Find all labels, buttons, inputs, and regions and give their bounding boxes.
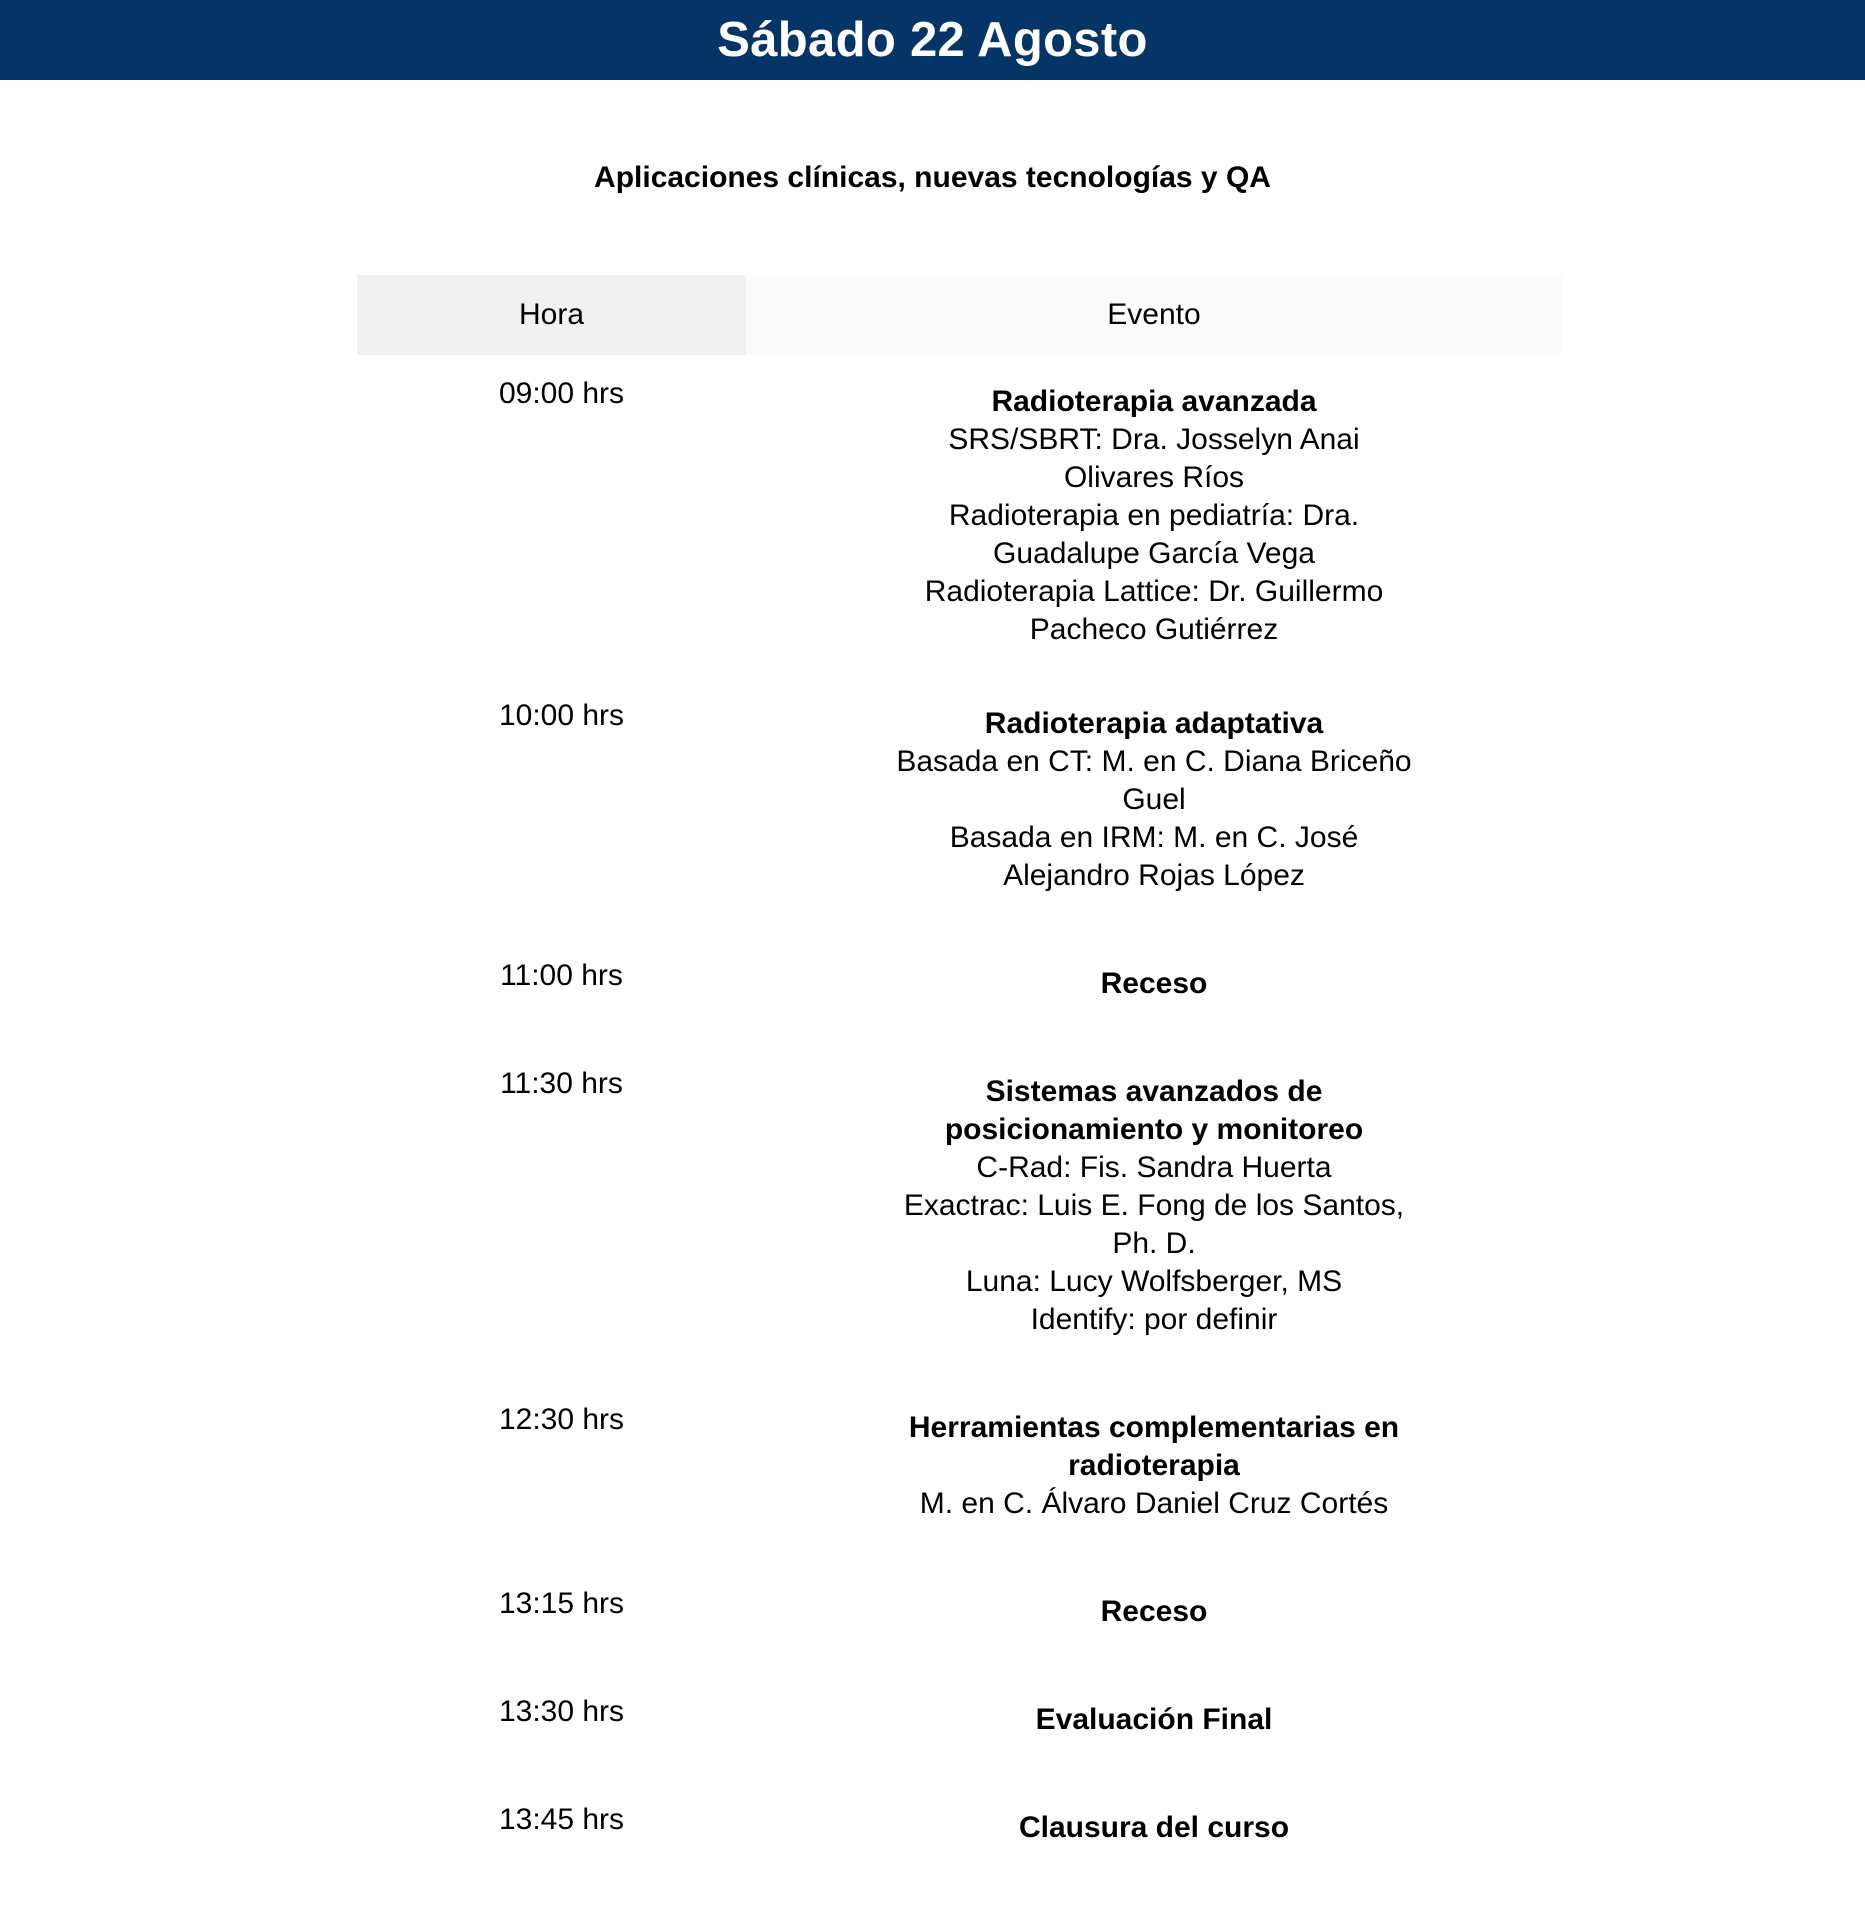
event-detail: Identify: por definir	[1030, 1303, 1278, 1336]
row-time: 13:15 hrs	[498, 1587, 625, 1620]
row-event	[746, 1693, 1562, 1801]
event-detail: SRS/SBRT: Dra. Josselyn Anai Olivares Ríos	[948, 423, 1360, 494]
table-row	[357, 1693, 1562, 1801]
event-title: Receso	[1100, 967, 1208, 1000]
row-event	[746, 957, 1562, 1065]
row-event	[746, 1801, 1562, 1901]
row-event	[746, 375, 1562, 697]
table-row	[357, 375, 1562, 697]
row-time: 09:00 hrs	[498, 377, 625, 410]
event-detail: Exactrac: Luis E. Fong de los Santos, Ph. D.	[903, 1189, 1405, 1260]
row-time: 11:00 hrs	[500, 959, 623, 992]
row-event	[746, 697, 1562, 957]
column-header-hora: Hora	[357, 275, 746, 355]
event-detail: Luna: Lucy Wolfsberger, MS	[965, 1265, 1343, 1298]
row-time: 12:30 hrs	[498, 1403, 625, 1436]
row-event	[746, 1585, 1562, 1693]
table-row	[357, 1585, 1562, 1693]
column-header-evento: Evento	[746, 275, 1562, 355]
event-title: Evaluación Final	[1035, 1703, 1273, 1736]
table-row	[357, 697, 1562, 957]
row-event	[746, 1401, 1562, 1585]
table-row	[357, 957, 1562, 1065]
row-event	[746, 1065, 1562, 1401]
table-row	[357, 1801, 1562, 1901]
event-title: Clausura del curso	[1018, 1811, 1290, 1844]
day-title: Sábado 22 Agosto	[717, 13, 1148, 67]
event-detail: Basada en CT: M. en C. Diana Briceño Guel	[896, 745, 1412, 816]
day-banner	[0, 0, 1865, 80]
session-subtitle: Aplicaciones clínicas, nuevas tecnologías y QA	[594, 161, 1271, 194]
row-time: 11:30 hrs	[500, 1067, 623, 1100]
event-detail: M. en C. Álvaro Daniel Cruz Cortés	[919, 1487, 1389, 1520]
table-row	[357, 1401, 1562, 1585]
event-title: Herramientas complementarias en radioterapia	[908, 1411, 1400, 1482]
event-detail: Radioterapia en pediatría: Dra. Guadalupe García Vega	[948, 499, 1360, 570]
event-title: Sistemas avanzados de posicionamiento y monitoreo	[944, 1075, 1364, 1146]
table-header-row	[357, 275, 1562, 355]
row-time: 13:30 hrs	[498, 1695, 625, 1728]
event-title: Radioterapia avanzada	[991, 385, 1317, 418]
event-detail: C-Rad: Fis. Sandra Huerta	[976, 1151, 1332, 1184]
table-row	[357, 1065, 1562, 1401]
row-time: 10:00 hrs	[498, 699, 625, 732]
schedule-table	[357, 275, 1562, 1901]
event-detail: Radioterapia Lattice: Dr. Guillermo Pacheco Gutiérrez	[924, 575, 1384, 646]
event-title: Receso	[1100, 1595, 1208, 1628]
row-time: 13:45 hrs	[498, 1803, 625, 1836]
event-detail: Basada en IRM: M. en C. José Alejandro Rojas López	[949, 821, 1359, 892]
event-title: Radioterapia adaptativa	[984, 707, 1324, 740]
